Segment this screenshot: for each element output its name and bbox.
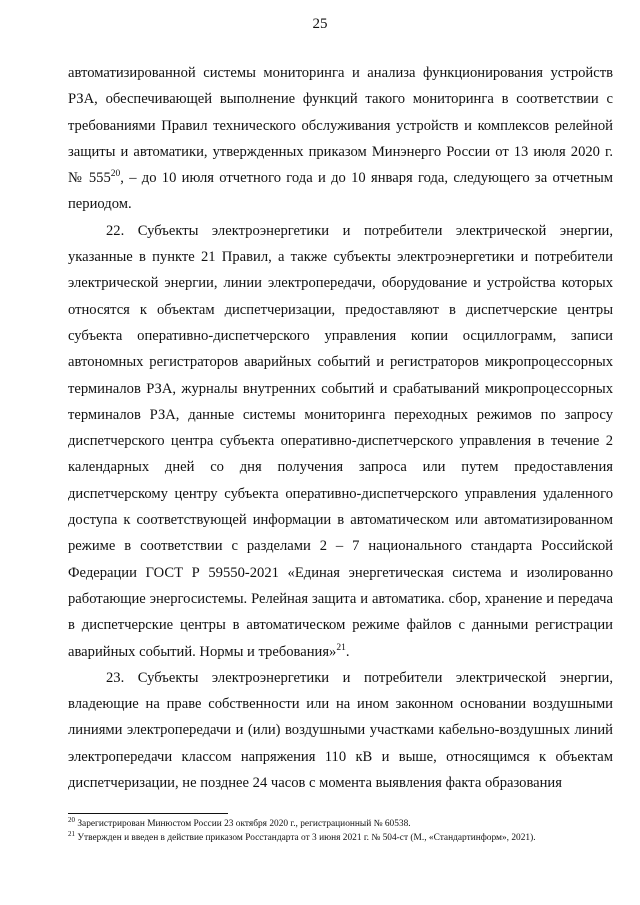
paragraph-text: автоматизированной системы мониторинга и анализа функционирования устройств РЗА, обеспечивающей выполнение функций такого мониторинга в соответствии с требованиями Правил технического обслуживания устройств и комплексов релейной защиты и автоматики, утвержденных приказом Минэнерго России от 13 июля 2020 г. № 555 [68, 65, 613, 187]
footnote-reference[interactable]: 20 [110, 169, 121, 180]
paragraph-22 [68, 218, 613, 665]
paragraph-text: . [345, 643, 350, 660]
paragraph-text: 23. Субъекты электроэнергетики и потребители электрической энергии, владеющие на праве собственности или на ином законном основании воздушными линиями электропередачи и (или) воздушными участками кабельно-воздушных линий электропередачи классом напряжения 110 кВ и выше, относящимся к объектам диспетчеризации, не позднее 24 часов с момента выявления факта образования [68, 669, 613, 792]
paragraph-text: 22. Субъекты электроэнергетики и потребители электрической энергии, указанные в пункте 21 Правил, а также субъекты электроэнергетики и потребители электрической энергии, линии электропередачи, оборудование и устройства которых относятся к объектам диспетчеризации, предоставляют в диспетчерские центры субъекта оперативно-диспетчерского управления копии осциллограмм, записи автономных регистраторов аварийных событий и регистраторов микропроцессорных терминалов РЗА, журналы внутренних событий и срабатываний микропроцессорных терминалов РЗА, данные системы мониторинга переходных режимов по запросу диспетчерского центра субъекта оперативно-диспетчерского управления в течение 2 календарных дней со дня получения запроса или путем предоставления диспетчерскому центру субъекта оперативно-диспетчерского управления удаленного доступа к соответствующей информации в автоматическом или автоматизированном режиме в соответствии с разделами 2 – 7 национального стандарта Российской Федерации ГОСТ Р 59550-2021 «Единая энергетическая система и изолированно работающие энергосистемы. Релейная защита и автоматика. сбор, хранение и передача в диспетчерские центры в автоматическом режиме файлов с данными регистрации аварийных событий. Нормы и требования» [68, 222, 613, 660]
footnote-mark: 21 [68, 829, 75, 838]
footnotes [68, 815, 616, 845]
paragraph-23 [68, 665, 613, 796]
footnote-item [68, 829, 616, 846]
footnote-mark: 20 [68, 815, 75, 824]
footnote-text: Утвержден и введен в действие приказом Росстандарта от 3 июня 2021 г. № 504-ст (М., «Стандартинформ», 2021). [77, 832, 536, 843]
paragraph-continuation [68, 60, 613, 218]
page-number: 25 [312, 16, 328, 32]
footnote-separator [68, 813, 228, 814]
paragraph-text: , – до 10 июля отчетного года и до 10 января года, следующего за отчетным периодом. [68, 170, 613, 213]
footnote-item [68, 815, 616, 832]
footnote-reference[interactable]: 21 [336, 642, 346, 653]
footnote-text: Зарегистрирован Минюстом России 23 октября 2020 г., регистрационный № 60538. [77, 819, 411, 829]
body-text [68, 60, 613, 796]
